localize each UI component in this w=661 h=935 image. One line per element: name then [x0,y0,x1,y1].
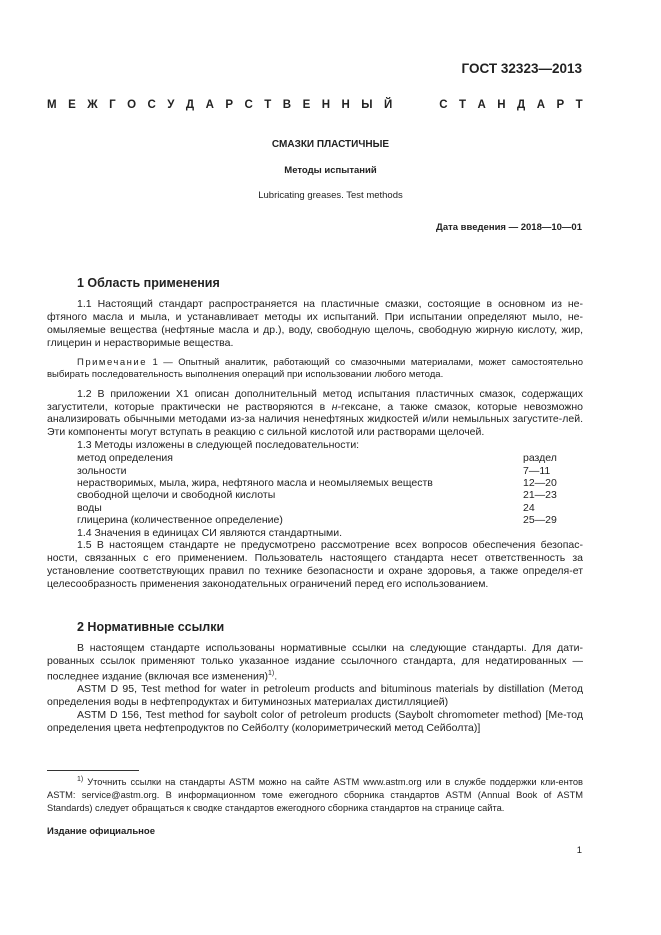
english-title: Lubricating greases. Test methods [258,190,403,201]
banner-letter: О [127,99,137,111]
banner-letter: М [47,99,57,111]
note-text: 1 — Опытный аналитик, работающий со смазочными материалами, может самостоятельно выбирать последовательность выполнения операций при использовании любого метода. [47,356,583,381]
banner-gap [404,99,428,111]
banner-letter: Е [302,99,311,111]
paragraph-1-2-part-a: 1.2 В приложении X1 описан дополнительный метод испытания пластичных смазок, содержащих загустители, которые практически не растворяются в [47,387,583,413]
method-label: глицерина (количественное определение) [77,514,283,527]
banner-letter: Т [458,99,467,111]
footnote-marker: 1) [77,776,84,783]
reference-astm-d156: ASTM D 156, Test method for saybolt color of petroleum products (Saybolt chromometer method) [Ме-тод определения цвета нефтепродуктов по Сейболту (колориметрический метод Сейболта)] [47,709,583,734]
paragraph-1-2-italic: н [331,400,338,413]
banner-letter: Р [556,99,565,111]
paragraph-1-4: 1.4 Значения в единицах СИ являются стандартными. [77,526,343,539]
banner-letter: С [244,99,253,111]
method-section: 24 [523,501,535,514]
method-label: воды [77,501,102,514]
method-list-row [47,489,583,501]
banner-letter: Н [321,99,331,111]
method-label: нерастворимых, мыла, жира, нефтяного масла и неомыляемых веществ [77,476,433,489]
method-label: зольности [77,464,127,477]
method-list [47,452,583,526]
method-section: 25—29 [523,514,557,527]
method-list-row [47,452,583,464]
intro-text: В настоящем стандарте использованы нормативные ссылки на следующие стандарты. Для дати-рованных ссылок применяют только указанное издание ссылочного стандарта, для недатированных — последнее издание (включая все изменения) [47,642,583,683]
method-list-row [47,502,583,514]
footnote-text: Уточнить ссылки на стандарты ASTM можно на сайте ASTM www.astm.org или в службе поддержки кли-ентов ASTM: service@astm.org. В информационном томе ежегодного сборника стандартов ASTM (Annual Book of ASTM Standards) следует обращаться к сводке стандартов ежегодного сборника стандартов на странице сайта. [47,777,583,813]
document-title: СМАЗКИ ПЛАСТИЧНЫЕ [271,139,390,150]
banner-letter: Д [517,99,526,111]
note-label: Примечание [77,356,147,368]
method-label: свободной щелочи и свободной кислоты [77,489,276,502]
banner-letter: С [147,99,156,111]
banner-letter: Н [341,99,350,111]
banner-letter: Ы [361,99,373,111]
banner-letter: А [477,99,486,111]
paragraph-1-1: 1.1 Настоящий стандарт распространяется на пластичные смазки, состоящие в основном из не-фтяного масла и мыла, и устанавливает методы их испытаний. При испытании определяют мыло, не-омыляемые вещества (нефтяные масла и др.), воду, свободную щелочь, свободную жирную кислоту, жир, глицерин и нерастворимые вещества. [47,298,583,349]
method-section: 12—20 [523,476,557,489]
banner-letter: Е [68,99,76,111]
paragraph-1-5: 1.5 В настоящем стандарте не предусмотрено рассмотрение всех вопросов обеспечения безопас-ности, связанных с его применением. Пользователь настоящего стандарта несет ответственность за установление соответствующих правил по технике безопасности и охране здоровья, а также определя-ет целесообразность применения законодательных ограничений перед его использованием. [47,539,583,591]
document-subtitle: Методы испытаний [284,165,377,176]
method-label: метод определения [77,452,173,465]
section-1-body [47,298,583,591]
paragraph-2-intro [47,642,583,683]
banner-letter: У [167,99,175,111]
footnote-divider [47,770,139,771]
banner-letter: Н [497,99,506,111]
banner-letter: Ж [87,99,98,111]
method-section: раздел [523,452,557,465]
reference-astm-d95: ASTM D 95, Test method for water in petroleum products and bituminous materials by distillation (Метод определения воды в нефтепродуктах и битуминозных материалах дистилляцией) [47,683,583,709]
section-2-body [47,642,583,735]
banner-letter: Г [109,99,116,111]
footnote-ref: 1) [268,669,275,677]
paragraph-1-2 [47,388,583,440]
banner-letter: Р [225,99,234,111]
footnote [47,774,583,814]
page-number: 1 [576,845,582,856]
banner-letter: Д [185,99,195,111]
interstate-standard-banner [47,99,583,111]
method-section: 7—11 [523,464,551,477]
note-1 [47,357,583,382]
banner-letter: А [205,99,214,111]
intro-end: . [274,670,278,683]
banner-letter: Й [384,99,393,111]
section-2-heading: 2 Нормативные ссылки [77,620,225,634]
paragraph-1-3: 1.3 Методы изложены в следующей последовательности: [77,439,360,452]
banner-letter: А [536,99,546,111]
effective-date: Дата введения — 2018—10—01 [436,222,582,233]
method-list-row [47,514,583,526]
banner-letter: Т [264,99,272,111]
banner-letter: В [282,99,292,111]
paragraph-1-2-part-b: -гексане, а также смазок, которые невозможно анализировать обычными методами из-за наличия ненефтяных жидкостей и/или немыльных загустите-лей. Эти компоненты могут вступать в реакцию с сильной кислотой или растворами щелочей. [47,400,584,439]
section-1-heading: 1 Область применения [77,276,220,290]
official-edition-label: Издание официальное [47,826,155,837]
method-list-row [47,465,583,477]
banner-letter: С [439,99,448,111]
method-list-row [47,477,583,489]
banner-letter: Т [575,99,583,111]
method-section: 21—23 [523,489,557,502]
standard-code: ГОСТ 32323—2013 [461,61,582,76]
